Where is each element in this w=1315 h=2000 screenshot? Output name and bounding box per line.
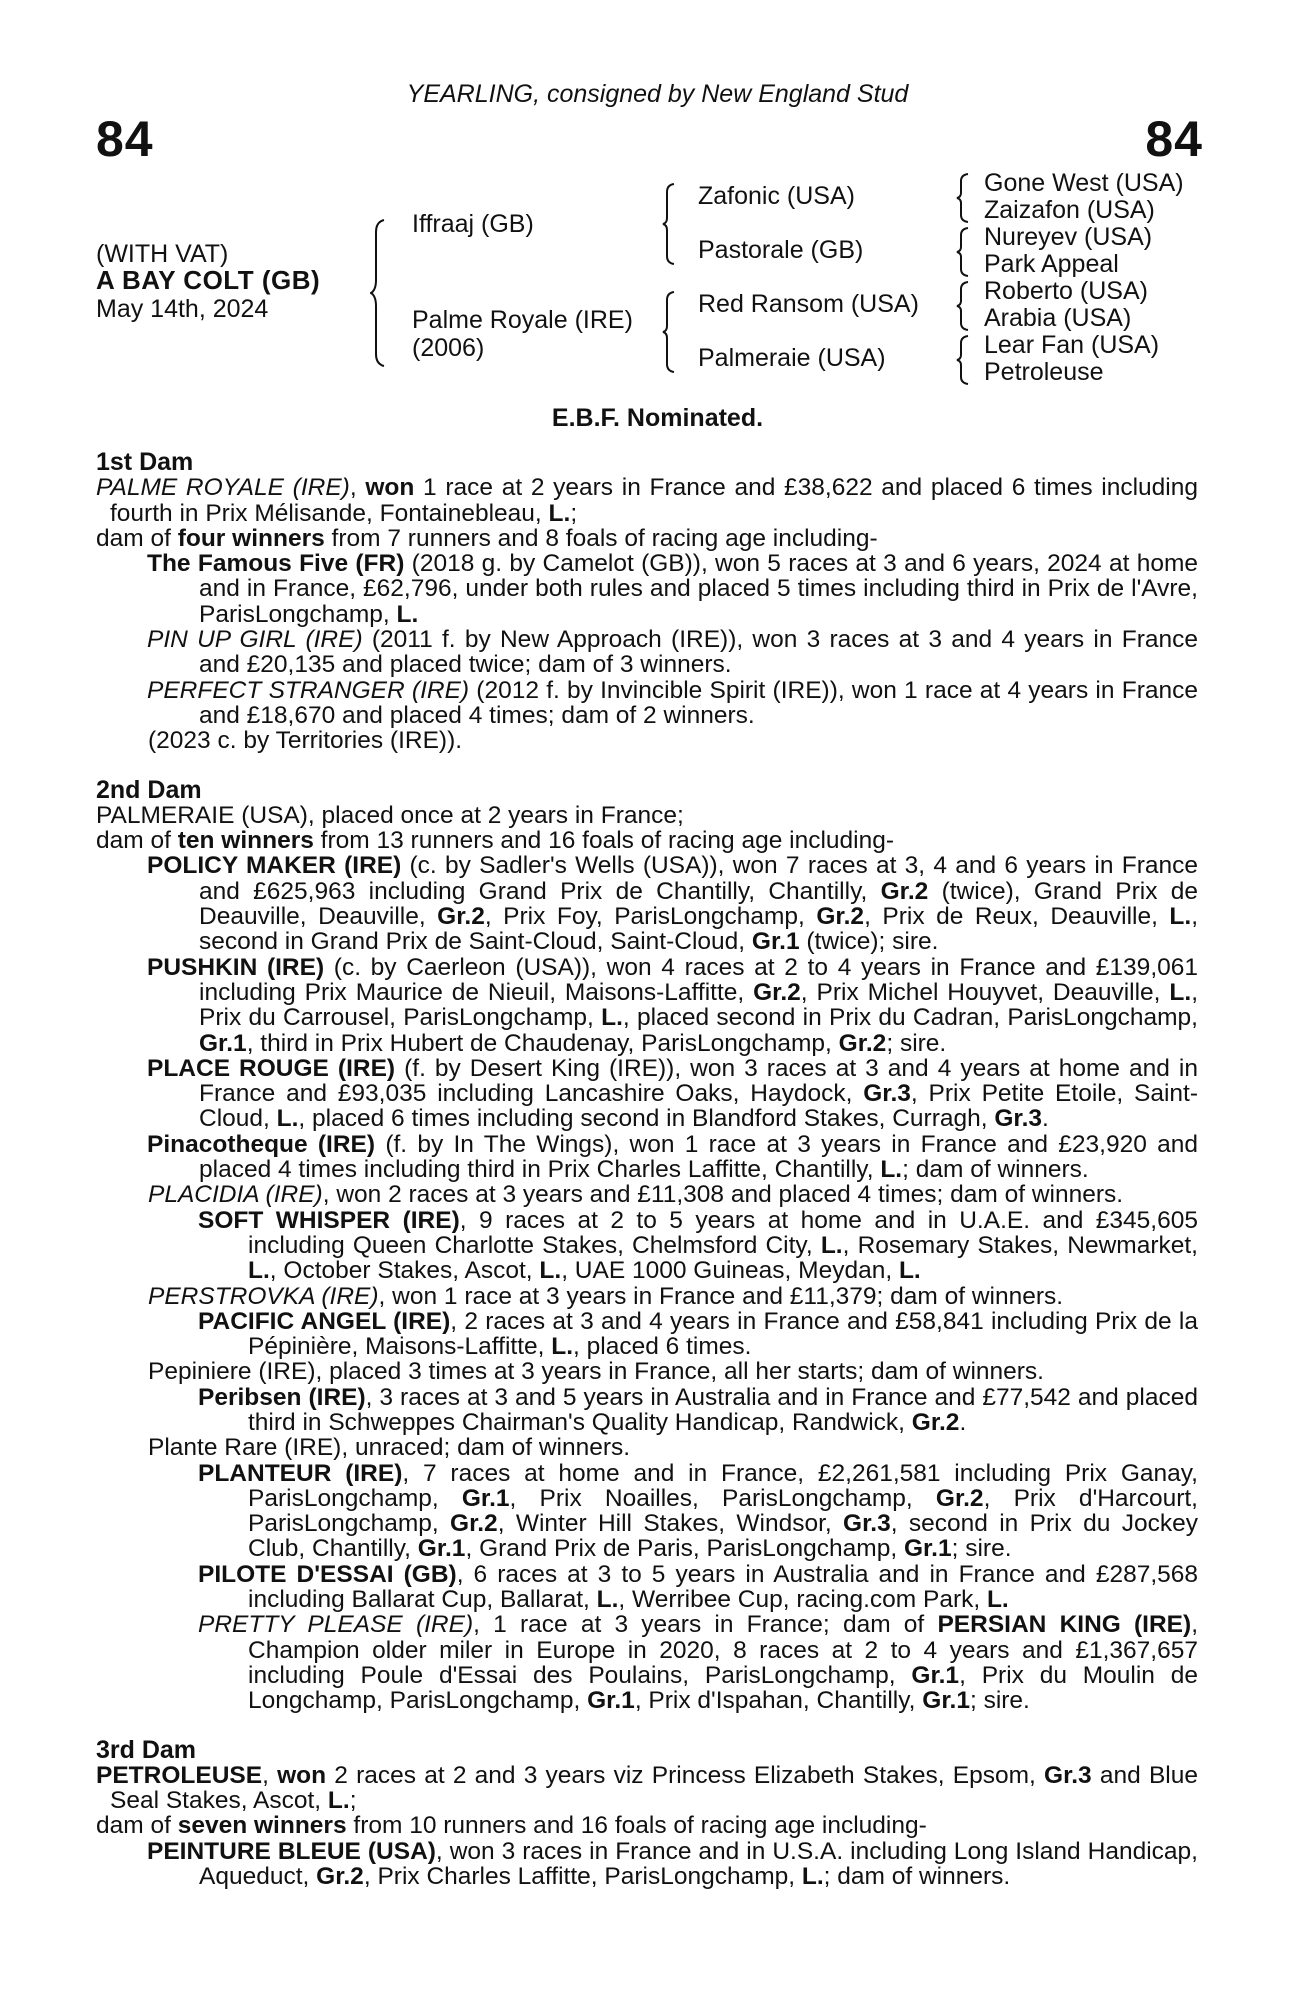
second-dam-entry: PALMERAIE (USA), placed once at 2 years in France;: [96, 801, 684, 829]
g-dam-dam-dam: Petroleuse: [984, 358, 1104, 386]
produce-pretty-please: PRETTY PLEASE (IRE), 1 race at 3 years in France; dam of PERSIAN KING (IRE), Champion older miler in Europe in 2020, 8 races at 2 to 4 years and £1,367,657 including Poule d'Essai des Poulains, ParisLongchamp, Gr.1, Prix du Moulin de Longchamp, ParisLongchamp, Gr.1, Prix d'Ispahan, Chantilly, Gr.1; sire.: [198, 1611, 1198, 1715]
vat-note: (WITH VAT): [96, 240, 229, 268]
produce-plante-rare: Plante Rare (IRE), unraced; dam of winners.: [148, 1434, 631, 1462]
g-sire-sire-sire: Gone West (USA): [984, 169, 1184, 197]
produce-place-rouge: PLACE ROUGE (IRE) (f. by Desert King (IRE)), won 3 races at 3 and 4 years at home and in France and £93,035 including Lancashire Oaks, Haydock, Gr.3, Prix Petite Etoile, Saint-Cloud, L., placed 6 times including second in Blandford Stakes, Curragh, Gr.3.: [147, 1054, 1198, 1133]
produce-pepiniere: Pepiniere (IRE), placed 3 times at 3 years in France, all her starts; dam of winners.: [148, 1358, 1044, 1386]
brace-g2: [956, 226, 972, 278]
catalogue-body: [96, 450, 1198, 1889]
produce-pushkin: PUSHKIN (IRE) (c. by Caerleon (USA)), won 4 races at 2 to 4 years in France and £139,061 including Prix Maurice de Nieuil, Maisons-Laffitte, Gr.2, Prix Michel Houyvet, Deauville, L., Prix du Carrousel, ParisLongchamp, L., placed second in Prix du Cadran, ParisLongchamp, Gr.1, third in Prix Hubert de Chaudenay, ParisLongchamp, Gr.2; sire.: [147, 953, 1198, 1057]
produce-perstrovka: PERSTROVKA (IRE), won 1 race at 3 years in France and £11,379; dam of winners.: [148, 1282, 1064, 1310]
first-dam-heading: 1st Dam: [96, 448, 194, 476]
third-dam-entry: PETROLEUSE, won 2 races at 2 and 3 years viz Princess Elizabeth Stakes, Epsom, Gr.3 and Blue Seal Stakes, Ascot, L.;: [96, 1761, 1198, 1815]
brace-subject: [370, 218, 390, 368]
third-dam-heading: 3rd Dam: [96, 1735, 197, 1764]
subject-name: A BAY COLT (GB): [96, 265, 321, 295]
lot-number-left: 84: [96, 111, 154, 167]
produce-peribsen: Peribsen (IRE), 3 races at 3 and 5 years in Australia and in France and £77,542 and placed third in Schweppes Chairman's Quality Handicap, Randwick, Gr.2.: [198, 1383, 1198, 1436]
second-dam-heading: 2nd Dam: [96, 775, 202, 804]
produce-pin-up-girl: PIN UP GIRL (IRE) (2011 f. by New Approach (IRE)), won 3 races at 3 and 4 years in France and £20,135 and placed twice; dam of 3 winners.: [147, 626, 1198, 679]
foaling-date: May 14th, 2024: [96, 295, 269, 323]
produce-soft-whisper: SOFT WHISPER (IRE), 9 races at 2 to 5 years at home and in U.A.E. and £345,605 including Queen Charlotte Stakes, Chelmsford City, L., Rosemary Stakes, Newmarket, L., October Stakes, Ascot, L., UAE 1000 Guineas, Meydan, L.: [198, 1206, 1198, 1285]
first-dam-produce-summary: dam of four winners from 7 runners and 8 foals of racing age including-: [96, 524, 878, 552]
g-sire-dam-dam: Park Appeal: [984, 250, 1119, 278]
consignment-line: YEARLING, consigned by New England Stud: [406, 80, 909, 108]
produce-perfect-stranger: PERFECT STRANGER (IRE) (2012 f. by Invincible Spirit (IRE)), won 1 race at 4 years in France and £18,670 and placed 4 times; dam of 2 winners.: [147, 676, 1198, 729]
dam: Palme Royale (IRE): [412, 306, 633, 334]
g-sire-sire-dam: Zaizafon (USA): [984, 196, 1155, 224]
g-sire-dam-sire: Nureyev (USA): [984, 223, 1153, 251]
produce-pilote-dessai: PILOTE D'ESSAI (GB), 6 races at 3 to 5 years in Australia and in France and £287,568 including Ballarat Cup, Ballarat, L., Werribee Cup, racing.com Park, L.: [198, 1560, 1199, 1614]
produce-pinacotheque: Pinacotheque (IRE) (f. by In The Wings), won 1 race at 3 years in France and £23,920 and placed 4 times including third in Prix Charles Laffitte, Chantilly, L.; dam of winners.: [147, 1130, 1198, 1184]
g-dam-sire-dam: Arabia (USA): [984, 304, 1132, 332]
produce-the-famous-five: The Famous Five (FR) (2018 g. by Camelot (GB)), won 5 races at 3 and 6 years, 2024 at home and in France, £62,796, under both rules and placed 5 times including third in Prix de l'Avre, ParisLongchamp, L.: [147, 550, 1198, 628]
produce-planteur: PLANTEUR (IRE), 7 races at home and in France, £2,261,581 including Prix Ganay, ParisLongchamp, Gr.1, Prix Noailles, ParisLongchamp, Gr.2, Prix d'Harcourt, ParisLongchamp, Gr.2, Winter Hill Stakes, Windsor, Gr.3, second in Prix du Jockey Club, Chantilly, Gr.1, Grand Prix de Paris, ParisLongchamp, Gr.1; sire.: [198, 1459, 1198, 1563]
lot-number-right: 84: [1145, 111, 1203, 167]
produce-peinture-bleue: PEINTURE BLEUE (USA), won 3 races in France and in U.S.A. including Long Island Handicap, Aqueduct, Gr.2, Prix Charles Laffitte, ParisLongchamp, L.; dam of winners.: [147, 1837, 1198, 1891]
sire-sire: Zafonic (USA): [698, 182, 855, 210]
produce-policy-maker: POLICY MAKER (IRE) (c. by Sadler's Wells (USA)), won 7 races at 3, 4 and 6 years in France and £625,963 including Grand Prix de Chantilly, Chantilly, Gr.2 (twice), Grand Prix de Deauville, Deauville, Gr.2, Prix Foy, ParisLongchamp, Gr.2, Prix de Reux, Deauville, L., second in Grand Prix de Saint-Cloud, Saint-Cloud, Gr.1 (twice); sire.: [147, 852, 1198, 956]
dam-dam: Palmeraie (USA): [698, 344, 886, 372]
brace-g3: [956, 280, 972, 332]
brace-g4: [956, 334, 972, 386]
second-dam-produce-summary: dam of ten winners from 13 runners and 16 foals of racing age including-: [96, 827, 895, 855]
sire-dam: Pastorale (GB): [698, 236, 864, 264]
g-dam-dam-sire: Lear Fan (USA): [984, 331, 1160, 359]
brace-dam: [662, 290, 678, 374]
produce-pacific-angel: PACIFIC ANGEL (IRE), 2 races at 3 and 4 years in France and £58,841 including Prix de la Pépinière, Maisons-Laffitte, L., placed 6 times.: [198, 1307, 1198, 1361]
dam-year: (2006): [412, 334, 485, 362]
third-dam-produce-summary: dam of seven winners from 10 runners and 16 foals of racing age including-: [96, 1812, 927, 1840]
first-dam-entry: PALME ROYALE (IRE), won 1 race at 2 years in France and £38,622 and placed 6 times including fourth in Prix Mélisande, Fontainebleau, L.;: [96, 474, 1198, 527]
sire: Iffraaj (GB): [412, 210, 534, 238]
g-dam-sire-sire: Roberto (USA): [984, 277, 1148, 305]
dam-sire: Red Ransom (USA): [698, 290, 919, 318]
brace-sire: [662, 182, 678, 266]
produce-placidia: PLACIDIA (IRE), won 2 races at 3 years and £11,308 and placed 4 times; dam of winners.: [148, 1181, 1124, 1209]
brace-g1: [956, 172, 972, 224]
ebf-nomination: E.B.F. Nominated.: [551, 404, 764, 432]
produce-2023-colt: (2023 c. by Territories (IRE)).: [148, 727, 463, 755]
